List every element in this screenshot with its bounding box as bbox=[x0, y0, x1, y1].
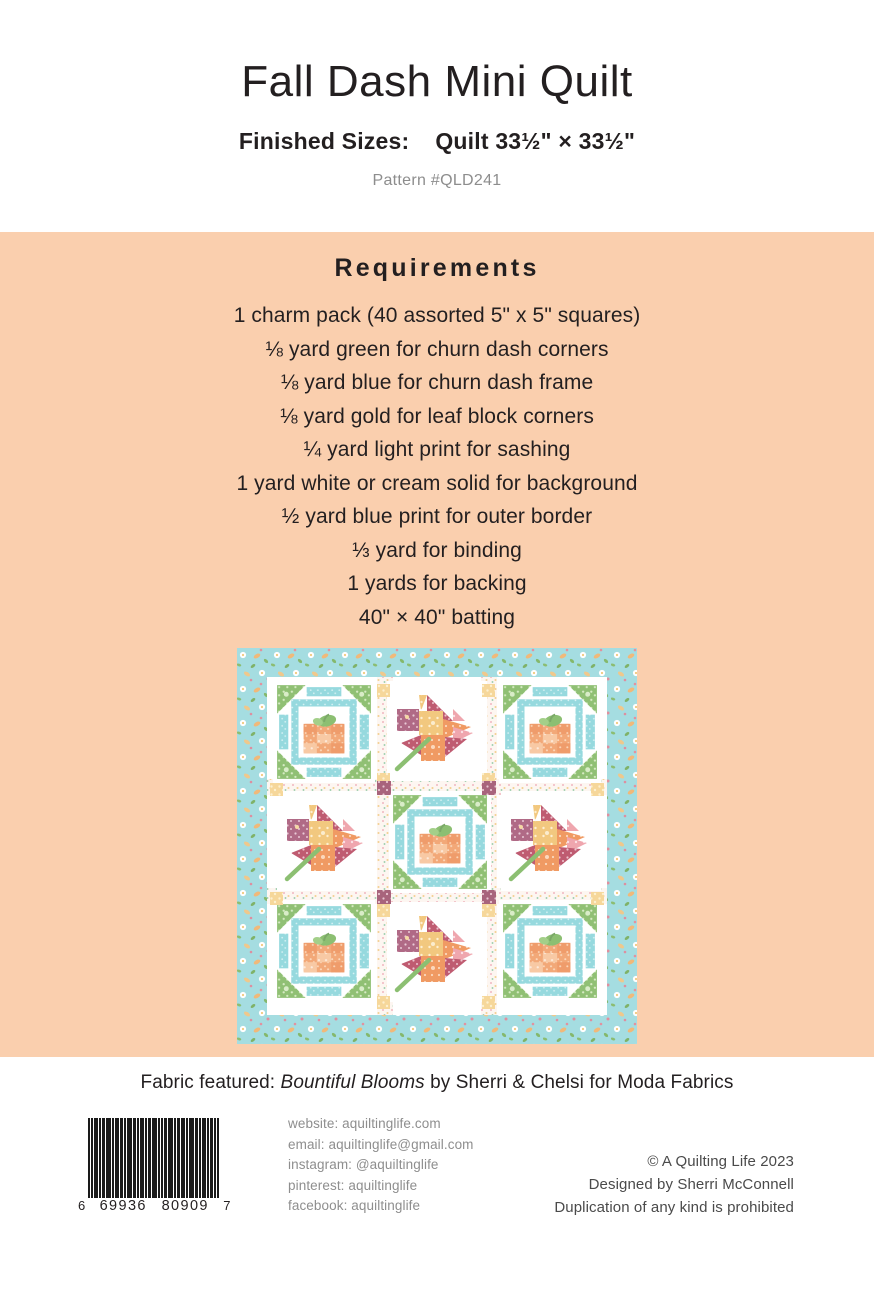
contact-website[interactable]: website: aquiltinglife.com bbox=[288, 1116, 441, 1131]
requirements-section bbox=[0, 232, 874, 1057]
fabric-suffix: by Sherri & Chelsi for Moda Fabrics bbox=[424, 1072, 734, 1093]
contact-pinterest[interactable]: pinterest: aquiltinglife bbox=[288, 1177, 418, 1193]
contact-instagram[interactable]: instagram: @aquiltinglife bbox=[288, 1157, 439, 1172]
copyright-line: © A Quilting Life 2023 bbox=[647, 1153, 794, 1170]
barcode bbox=[78, 1112, 278, 1214]
list-item: ⅛ yard green for churn dash corners bbox=[265, 337, 609, 361]
barcode-group-one: 69936 bbox=[99, 1198, 147, 1214]
requirements-list bbox=[0, 299, 874, 634]
finished-sizes-line bbox=[0, 128, 874, 155]
list-item: 1 charm pack (40 assorted 5" x 5" squares) bbox=[233, 304, 641, 327]
duplication-notice: Duplication of any kind is prohibited bbox=[554, 1199, 794, 1216]
quilt-image bbox=[237, 648, 637, 1044]
pattern-number: Pattern #QLD241 bbox=[372, 172, 502, 190]
fabric-prefix: Fabric featured: bbox=[140, 1072, 281, 1093]
contact-email[interactable]: email: aquiltinglife@gmail.com bbox=[288, 1136, 474, 1152]
barcode-right-digit: 7 bbox=[223, 1198, 231, 1213]
copyright-block bbox=[508, 1112, 798, 1219]
quilt-illustration bbox=[237, 648, 637, 1044]
footer-section bbox=[0, 1057, 874, 1300]
header-section bbox=[0, 0, 874, 232]
list-item: 1 yard white or cream solid for background bbox=[236, 471, 638, 495]
barcode-left-digit: 6 bbox=[78, 1198, 86, 1213]
finished-sizes-value: Quilt 33½" × 33½" bbox=[435, 128, 636, 155]
block-churn-dash bbox=[389, 791, 491, 893]
contact-facebook[interactable]: facebook: aquiltinglife bbox=[288, 1198, 421, 1213]
list-item: ⅛ yard blue for churn dash frame bbox=[280, 371, 594, 394]
block-churn-dash bbox=[499, 681, 601, 783]
barcode-bars bbox=[88, 1118, 220, 1214]
finished-sizes-label: Finished Sizes: bbox=[238, 128, 410, 155]
page-title: Fall Dash Mini Quilt bbox=[241, 57, 633, 106]
list-item: 40" × 40" batting bbox=[358, 605, 516, 629]
block-leaf bbox=[387, 681, 487, 781]
block-churn-dash bbox=[499, 900, 601, 1002]
block-churn-dash bbox=[273, 900, 375, 1002]
contact-info bbox=[278, 1112, 508, 1217]
block-leaf bbox=[277, 791, 377, 891]
requirements-heading: Requirements bbox=[334, 254, 540, 282]
block-leaf bbox=[501, 791, 601, 891]
list-item: ½ yard blue print for outer border bbox=[281, 505, 593, 528]
list-item: ¼ yard light print for sashing bbox=[303, 438, 571, 461]
fabric-collection-name: Bountiful Blooms bbox=[280, 1072, 425, 1093]
block-leaf bbox=[387, 902, 487, 1002]
barcode-group-two: 80909 bbox=[161, 1198, 209, 1214]
fabric-featured-line bbox=[0, 1057, 874, 1094]
list-item: 1 yards for backing bbox=[347, 572, 527, 595]
list-item: ⅓ yard for binding bbox=[352, 538, 522, 562]
list-item: ⅛ yard gold for leaf block corners bbox=[280, 404, 594, 428]
block-churn-dash bbox=[273, 681, 375, 783]
designer-line: Designed by Sherri McConnell bbox=[588, 1176, 794, 1193]
